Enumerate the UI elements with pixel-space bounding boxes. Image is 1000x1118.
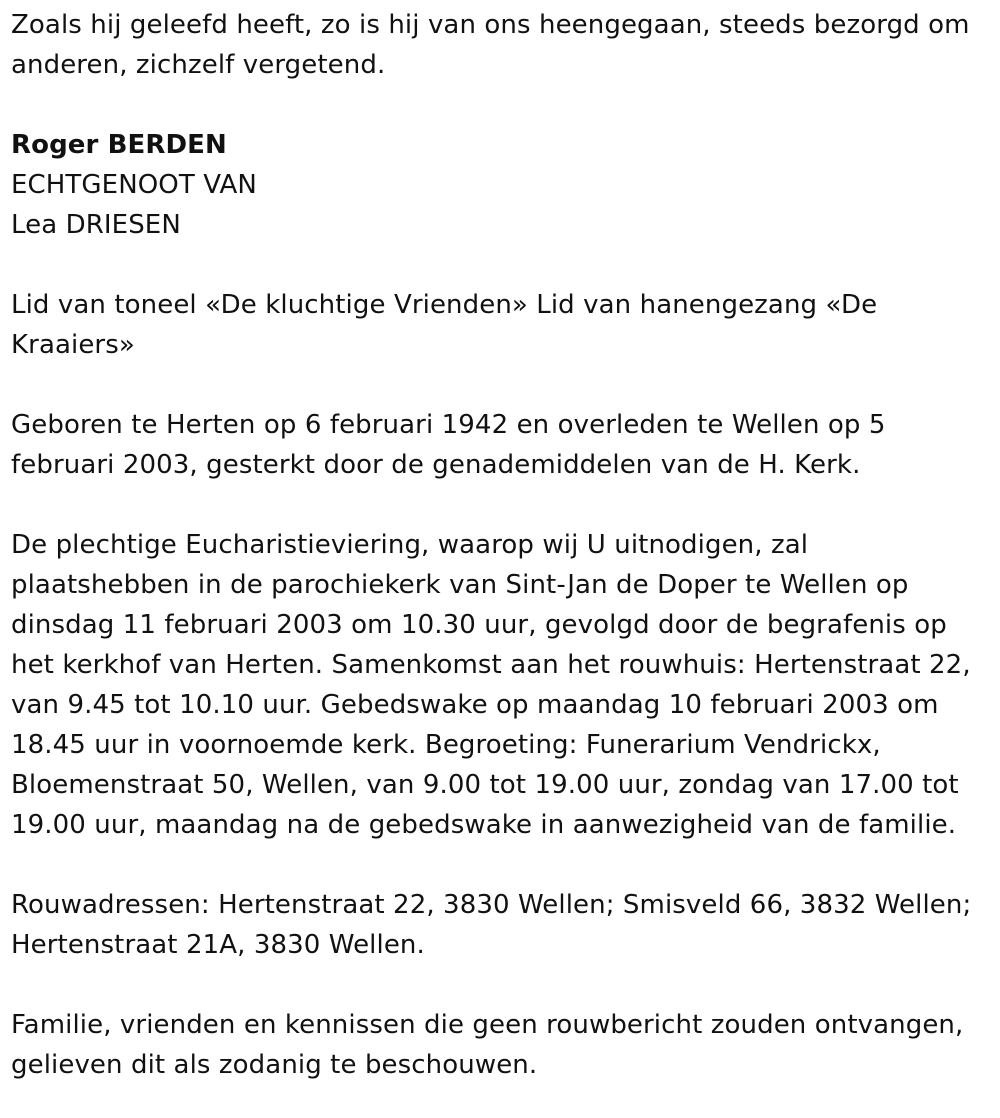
ceremony-paragraph: De plechtige Eucharistieviering, waarop wij U uitnodigen, zal plaatshebben in de parochiekerk van Sint-Jan de Doper te Wellen op dinsdag 11 februari 2003 om 10.30 uur, gevolgd door de begrafenis op het kerkhof van Herten. Samenkomst aan het rouwhuis: Hertenstraat 22, van 9.45 tot 10.10 uur. Gebedswake op maandag 10 februari 2003 om 18.45 uur in voornoemde kerk. Begroeting: Funerarium Vendrickx, Bloemenstraat 50, Wellen, van 9.00 tot 19.00 uur, zondag van 17.00 tot 19.00 uur, maandag na de gebedswake in aanwezigheid van de familie. xyxy=(11,530,971,840)
intro-paragraph: Zoals hij geleefd heeft, zo is hij van ons heengegaan, steeds bezorgd om anderen, zichzelf vergetend. xyxy=(11,10,970,80)
deceased-name: Roger BERDEN xyxy=(11,130,227,160)
memberships-paragraph: Lid van toneel «De kluchtige Vrienden» Lid van hanengezang «De Kraaiers» xyxy=(11,290,878,360)
spouse-label: ECHTGENOOT VAN xyxy=(11,170,257,200)
obituary-notice xyxy=(11,5,991,1085)
closing-paragraph: Familie, vrienden en kennissen die geen rouwbericht zouden ontvangen, gelieven dit als zodanig te beschouwen. xyxy=(11,1010,964,1080)
birth-death-paragraph: Geboren te Herten op 6 februari 1942 en overleden te Wellen op 5 februari 2003, gesterkt door de genademiddelen van de H. Kerk. xyxy=(11,410,886,480)
addresses-paragraph: Rouwadressen: Hertenstraat 22, 3830 Wellen; Smisveld 66, 3832 Wellen; Hertenstraat 21A, 3830 Wellen. xyxy=(11,890,972,960)
spouse-name: Lea DRIESEN xyxy=(11,210,181,240)
